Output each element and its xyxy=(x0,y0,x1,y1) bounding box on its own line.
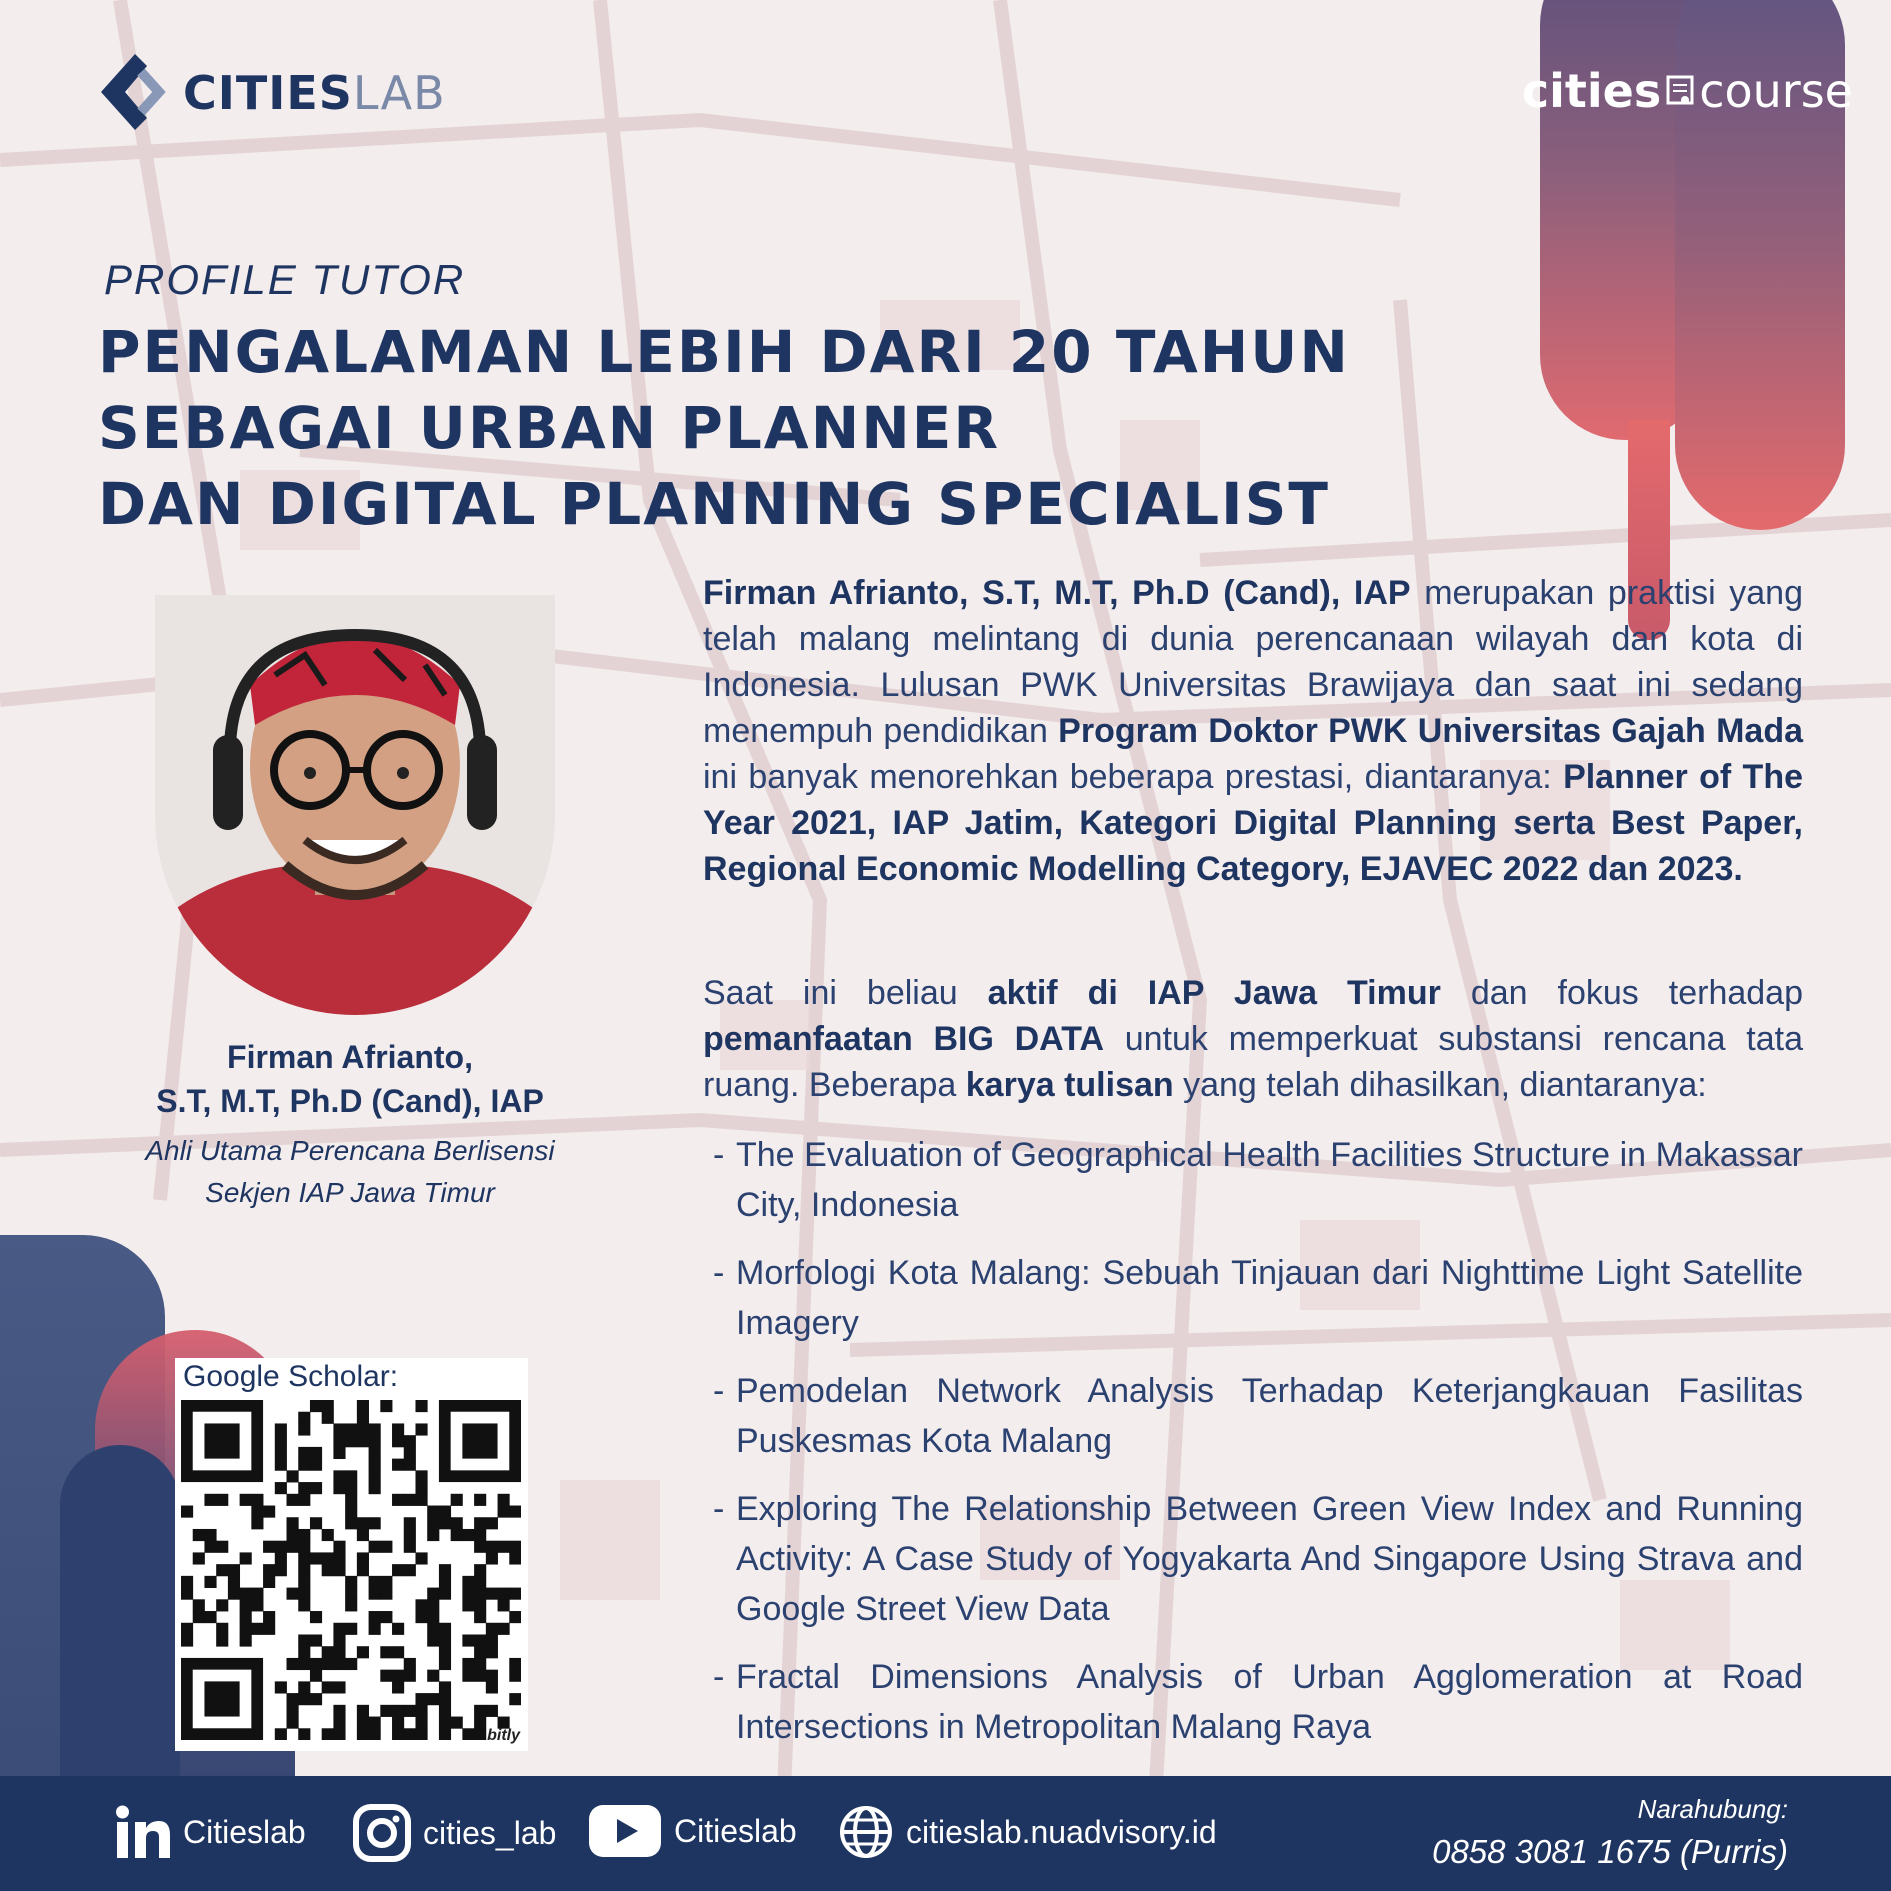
certificate-icon xyxy=(1665,74,1695,108)
bio-highlight: karya tulisan xyxy=(965,1066,1174,1104)
tutor-name-line-1: Firman Afrianto, xyxy=(227,1039,473,1075)
tutor-name xyxy=(100,1035,600,1123)
publication-title: Pemodelan Network Analysis Terhadap Keterjangkauan Fasilitas Puskesmas Kota Malang xyxy=(736,1372,1803,1460)
tutor-name-line-2: S.T, M.T, Ph.D (Cand), IAP xyxy=(156,1083,544,1119)
list-item xyxy=(703,1248,1803,1348)
bio-highlight: Firman Afrianto, S.T, M.T, Ph.D (Cand), IAP xyxy=(703,574,1411,612)
list-item xyxy=(703,1130,1803,1230)
publications-list xyxy=(703,1130,1803,1770)
bio-paragraph-2 xyxy=(703,970,1803,1108)
bio-highlight: aktif di IAP Jawa Timur xyxy=(987,974,1441,1012)
bio-highlight: pemanfaatan BIG DATA xyxy=(703,1020,1105,1058)
tutor-photo xyxy=(155,595,555,1015)
linkedin-label: Citieslab xyxy=(183,1813,306,1850)
youtube-label: Citieslab xyxy=(674,1812,797,1849)
page-title xyxy=(98,314,1350,542)
footer-website[interactable] xyxy=(838,1804,1217,1860)
list-item xyxy=(703,1366,1803,1466)
tutor-role-line-2: Sekjen IAP Jawa Timur xyxy=(205,1177,495,1208)
publication-title: The Evaluation of Geographical Health Facilities Structure in Makassar City, Indonesia xyxy=(736,1136,1803,1224)
logo-left-main: CITIES xyxy=(183,66,353,120)
footer-youtube[interactable] xyxy=(588,1804,797,1858)
headline-line-3: DAN DIGITAL PLANNING SPECIALIST xyxy=(98,470,1330,538)
list-dash: - xyxy=(713,1490,725,1528)
instagram-icon xyxy=(353,1804,411,1862)
google-scholar-qr-card[interactable] xyxy=(175,1358,528,1751)
qr-code[interactable] xyxy=(181,1400,521,1740)
headline-line-1: PENGALAMAN LEBIH DARI 20 TAHUN xyxy=(98,318,1350,386)
tutor-role-line-1: Ahli Utama Perencana Berlisensi xyxy=(145,1135,555,1166)
profile-kicker: PROFILE TUTOR xyxy=(104,256,466,303)
contact-number[interactable]: 0858 3081 1675 (Purris) xyxy=(1432,1833,1788,1870)
bio-text: untuk memperkuat substansi rencana tata ruang. Beberapa xyxy=(703,1020,1803,1104)
decor-pill-bottom-front xyxy=(60,1445,180,1805)
citieslab-logo xyxy=(95,50,446,136)
footer-linkedin[interactable] xyxy=(115,1804,306,1860)
bio-text: Saat ini beliau xyxy=(703,974,988,1012)
youtube-icon xyxy=(588,1804,662,1858)
bio-text: ini banyak menorehkan beberapa prestasi, diantaranya: xyxy=(703,758,1564,796)
footer-instagram[interactable] xyxy=(353,1804,556,1862)
list-dash: - xyxy=(713,1372,725,1410)
logo-right-suffix: course xyxy=(1699,64,1853,118)
bitly-badge: bitly xyxy=(487,1727,520,1744)
logo-left-suffix: LAB xyxy=(352,66,446,120)
citiescourse-logo xyxy=(1522,64,1853,118)
bio-highlight: Program Doktor PWK Universitas Gajah Mada xyxy=(1058,712,1803,750)
logo-right-main: cities xyxy=(1521,64,1662,118)
globe-icon xyxy=(838,1804,894,1860)
contact-info xyxy=(1432,1794,1788,1871)
list-dash: - xyxy=(713,1254,725,1292)
bio-text: dan fokus terhadap xyxy=(1440,974,1804,1012)
publication-title: Morfologi Kota Malang: Sebuah Tinjauan dari Nighttime Light Satellite Imagery xyxy=(736,1254,1803,1342)
instagram-label: cities_lab xyxy=(423,1814,557,1851)
bio-text: yang telah dihasilkan, diantaranya: xyxy=(1173,1066,1707,1104)
citieslab-logo-icon xyxy=(95,50,173,136)
footer-bar xyxy=(0,1776,1891,1891)
tutor-role xyxy=(100,1130,600,1214)
bio-text: merupakan praktisi yang telah malang melintang di dunia perencanaan wilayah dan kota di Indonesia. Lulusan PWK Universitas Brawijaya dan saat ini sedang menempuh pendidikan xyxy=(703,574,1803,750)
headline-line-2: SEBAGAI URBAN PLANNER xyxy=(98,394,1001,462)
list-dash: - xyxy=(713,1136,725,1174)
list-item xyxy=(703,1484,1803,1634)
linkedin-icon xyxy=(115,1804,171,1860)
contact-label: Narahubung: xyxy=(1637,1794,1788,1824)
website-label: citieslab.nuadvisory.id xyxy=(906,1813,1217,1850)
list-item xyxy=(703,1652,1803,1752)
qr-label: Google Scholar: xyxy=(183,1360,399,1393)
publication-title: Exploring The Relationship Between Green View Index and Running Activity: A Case Study of Yogyakarta And Singapore Using Strava and Google Street View Data xyxy=(736,1490,1803,1628)
publication-title: Fractal Dimensions Analysis of Urban Agglomeration at Road Intersections in Metropolitan Malang Raya xyxy=(736,1658,1803,1746)
list-dash: - xyxy=(713,1658,725,1696)
bio-paragraph-1 xyxy=(703,570,1803,892)
bio-highlight: Planner of The Year 2021, IAP Jatim, Kategori Digital Planning serta Best Paper, Regional Economic Modelling Category, EJAVEC 2022 dan 2023. xyxy=(703,758,1804,888)
